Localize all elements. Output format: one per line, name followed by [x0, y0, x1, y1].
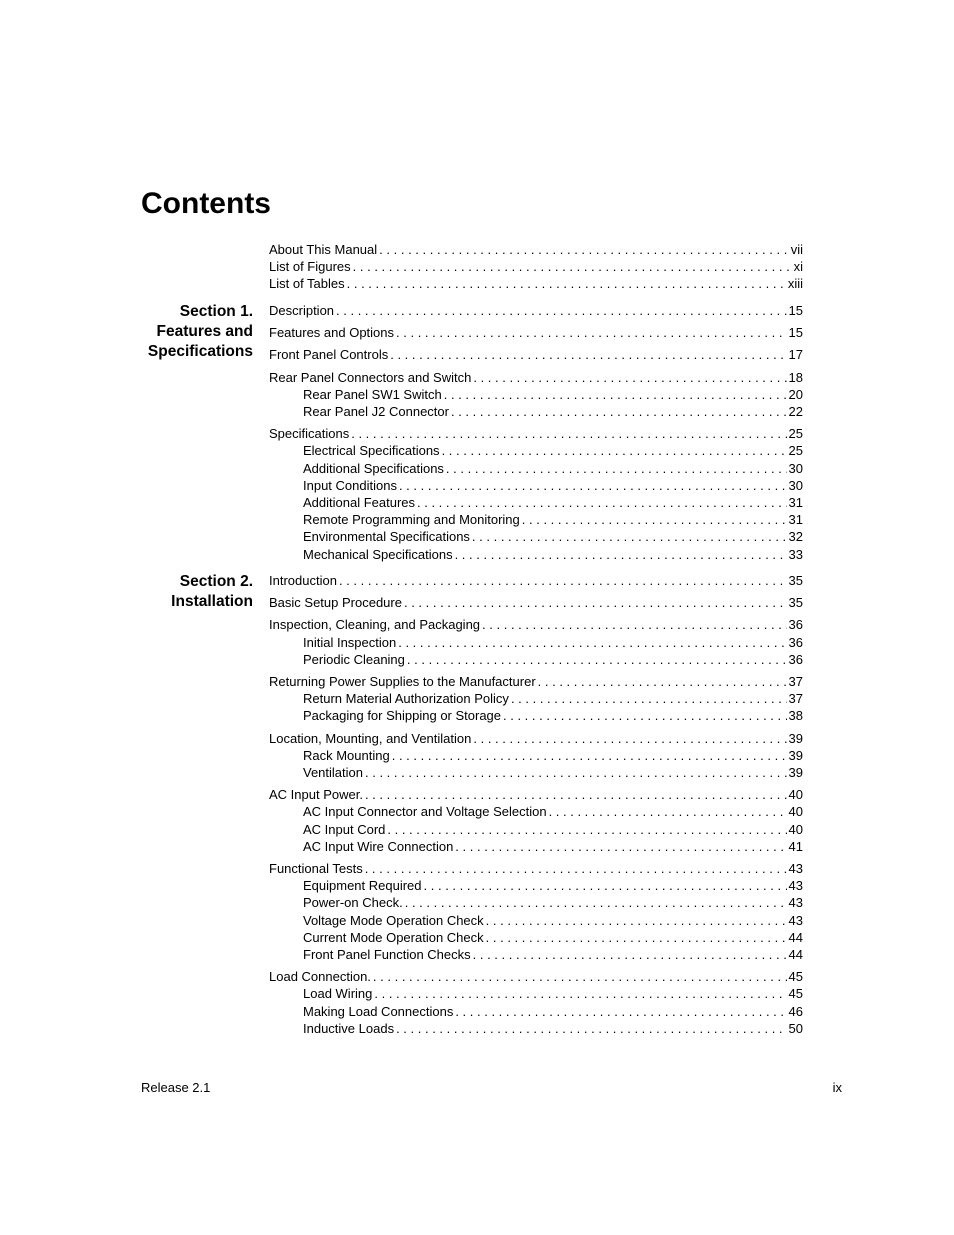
- toc-page-number: vii: [790, 242, 803, 257]
- toc-page-number: 18: [788, 369, 803, 385]
- toc-entry[interactable]: [269, 346, 803, 363]
- toc-entry-label: Functional Tests: [269, 861, 363, 877]
- dot-leader: [351, 425, 786, 442]
- release-label: Release 2.1: [141, 1080, 211, 1095]
- section-2-entries: [269, 572, 803, 1042]
- section-heading-line: Installation: [171, 593, 253, 610]
- toc-entry-label: Equipment Required: [303, 878, 422, 894]
- toc-page-number: 43: [788, 895, 803, 911]
- toc-page-number: 33: [788, 546, 803, 562]
- toc-subentry[interactable]: [269, 821, 803, 838]
- toc-subentry[interactable]: [269, 877, 803, 894]
- toc-subentry[interactable]: [269, 442, 803, 459]
- toc-entry-label: Front Panel Controls: [269, 347, 389, 363]
- dot-leader: [374, 985, 786, 1002]
- toc-page-number: xi: [793, 259, 803, 275]
- toc-entry[interactable]: [269, 616, 803, 633]
- toc-subentry[interactable]: [269, 985, 803, 1002]
- toc-subentry[interactable]: [269, 634, 803, 651]
- section-heading-line: Features and: [156, 323, 253, 340]
- toc-group: [269, 860, 803, 963]
- toc-entry[interactable]: [269, 860, 803, 877]
- toc-subentry[interactable]: [269, 511, 803, 528]
- dot-leader: [472, 528, 787, 545]
- toc-group: [269, 425, 803, 563]
- toc-page-number: 43: [788, 912, 803, 928]
- dot-leader: [339, 572, 787, 589]
- toc-entry[interactable]: [269, 786, 803, 803]
- toc-entry-label: Location, Mounting, and Ventilation: [269, 730, 472, 746]
- toc-entry-label: Electrical Specifications: [303, 443, 440, 459]
- toc-entry-label: Packaging for Shipping or Storage: [303, 708, 502, 724]
- toc-page-number: 32: [788, 529, 803, 545]
- toc-entry-label: Periodic Cleaning: [303, 651, 405, 667]
- toc-page-number: 17: [788, 347, 803, 363]
- toc-subentry[interactable]: [269, 707, 803, 724]
- toc-entry[interactable]: [269, 594, 803, 611]
- toc-entry-label: Power-on Check.: [303, 895, 403, 911]
- toc-page-number: 25: [788, 443, 803, 459]
- section-1-heading: [141, 302, 253, 362]
- toc-page-number: 44: [788, 929, 803, 945]
- toc-entry[interactable]: [269, 369, 803, 386]
- dot-leader: [353, 258, 792, 275]
- toc-page-number: 43: [788, 878, 803, 894]
- page-title: Contents: [141, 187, 271, 220]
- toc-entry-label: AC Input Wire Connection: [303, 838, 454, 854]
- toc-page-number: 40: [788, 787, 803, 803]
- toc-entry-label: Inductive Loads: [303, 1020, 395, 1036]
- toc-page-number: 20: [788, 386, 803, 402]
- section-2-heading: [141, 572, 253, 612]
- toc-entry-label: Voltage Mode Operation Check: [303, 912, 484, 928]
- toc-page-number: 36: [788, 634, 803, 650]
- toc-entry-label: List of Figures: [269, 259, 351, 275]
- front-matter-entries: [269, 241, 803, 298]
- toc-group: [269, 572, 803, 589]
- toc-subentry[interactable]: [269, 764, 803, 781]
- toc-subentry[interactable]: [269, 803, 803, 820]
- toc-page-number: 30: [788, 477, 803, 493]
- toc-entry-label: Rear Panel Connectors and Switch: [269, 369, 472, 385]
- toc-entry-label: Additional Features: [303, 495, 416, 511]
- toc-page-number: 39: [788, 730, 803, 746]
- dot-leader: [473, 946, 787, 963]
- dot-leader: [365, 860, 787, 877]
- dot-leader: [417, 494, 787, 511]
- toc-page-number: 35: [788, 595, 803, 611]
- toc-page-number: 37: [788, 674, 803, 690]
- toc-page-number: 31: [788, 512, 803, 528]
- dot-leader: [522, 511, 787, 528]
- dot-leader: [336, 302, 787, 319]
- page-number: ix: [832, 1080, 842, 1095]
- dot-leader: [473, 369, 786, 386]
- toc-page-number: 37: [788, 691, 803, 707]
- toc-entry-label: Load Wiring: [303, 986, 373, 1002]
- dot-leader: [373, 968, 787, 985]
- toc-entry[interactable]: [269, 730, 803, 747]
- toc-entry-label: Rack Mounting: [303, 747, 390, 763]
- toc-entry[interactable]: [269, 324, 803, 341]
- toc-entry-label: Specifications: [269, 426, 350, 442]
- toc-entry-label: Basic Setup Procedure: [269, 595, 402, 611]
- toc-entry-label: Remote Programming and Monitoring: [303, 512, 520, 528]
- toc-entry-label: AC Input Connector and Voltage Selection: [303, 804, 547, 820]
- toc-page-number: xiii: [787, 276, 803, 292]
- toc-subentry[interactable]: [269, 546, 803, 563]
- toc-page-number: 43: [788, 861, 803, 877]
- section-heading-line: Section 2.: [179, 573, 253, 590]
- dot-leader: [451, 403, 787, 420]
- toc-subentry[interactable]: [269, 747, 803, 764]
- toc-entry-label: Inspection, Cleaning, and Packaging: [269, 617, 481, 633]
- dot-leader: [424, 877, 787, 894]
- toc-page-number: 36: [788, 617, 803, 633]
- dot-leader: [455, 1003, 786, 1020]
- toc-entry-label: List of Tables: [269, 276, 345, 292]
- toc-subentry[interactable]: [269, 494, 803, 511]
- toc-group: [269, 786, 803, 855]
- toc-entry[interactable]: [269, 275, 803, 292]
- toc-page-number: 46: [788, 1003, 803, 1019]
- toc-entry-label: Input Conditions: [303, 477, 397, 493]
- toc-page-number: 45: [788, 986, 803, 1002]
- toc-subentry[interactable]: [269, 946, 803, 963]
- toc-page-number: 40: [788, 804, 803, 820]
- toc-entry-label: AC Input Power.: [269, 787, 363, 803]
- dot-leader: [390, 346, 786, 363]
- toc-page-number: 38: [788, 708, 803, 724]
- toc-entry-label: Front Panel Function Checks: [303, 947, 471, 963]
- dot-leader: [486, 929, 787, 946]
- toc-page-number: 15: [788, 325, 803, 341]
- toc-page-number: 50: [788, 1020, 803, 1036]
- toc-entry-label: Return Material Authorization Policy: [303, 691, 509, 707]
- dot-leader: [396, 324, 787, 341]
- toc-group: [269, 324, 803, 341]
- toc-subentry[interactable]: [269, 912, 803, 929]
- dot-leader: [398, 634, 786, 651]
- toc-subentry[interactable]: [269, 838, 803, 855]
- dot-leader: [405, 894, 787, 911]
- toc-entry-label: Making Load Connections: [303, 1003, 454, 1019]
- toc-entry-label: Description: [269, 303, 335, 318]
- toc-page-number: 39: [788, 747, 803, 763]
- toc-subentry[interactable]: [269, 894, 803, 911]
- toc-group: [269, 594, 803, 611]
- dot-leader: [486, 912, 787, 929]
- toc-subentry[interactable]: [269, 386, 803, 403]
- toc-group: [269, 241, 803, 293]
- toc-entry-label: AC Input Cord: [303, 821, 386, 837]
- toc-group: [269, 616, 803, 668]
- dot-leader: [455, 546, 787, 563]
- dot-leader: [444, 386, 787, 403]
- toc-page-number: 30: [788, 460, 803, 476]
- toc-page-number: 40: [788, 821, 803, 837]
- toc-group: [269, 369, 803, 421]
- toc-entry-label: Ventilation: [303, 765, 363, 781]
- toc-entry[interactable]: [269, 673, 803, 690]
- toc-entry[interactable]: [269, 302, 803, 319]
- toc-entry[interactable]: [269, 258, 803, 275]
- toc-entry-label: Current Mode Operation Check: [303, 929, 484, 945]
- toc-page-number: 39: [788, 765, 803, 781]
- toc-group: [269, 673, 803, 725]
- dot-leader: [455, 838, 786, 855]
- toc-entry[interactable]: [269, 241, 803, 258]
- toc-page-number: 35: [788, 573, 803, 588]
- toc-page-number: 15: [788, 303, 803, 318]
- dot-leader: [446, 460, 787, 477]
- toc-subentry[interactable]: [269, 651, 803, 668]
- toc-entry[interactable]: [269, 572, 803, 589]
- dot-leader: [549, 803, 787, 820]
- toc-page-number: 25: [788, 426, 803, 442]
- dot-leader: [399, 477, 787, 494]
- dot-leader: [387, 821, 786, 838]
- section-heading-line: Section 1.: [179, 303, 253, 320]
- dot-leader: [442, 442, 787, 459]
- toc-entry-label: Rear Panel J2 Connector: [303, 404, 449, 420]
- toc-subentry[interactable]: [269, 403, 803, 420]
- dot-leader: [503, 707, 787, 724]
- dot-leader: [396, 1020, 786, 1037]
- dot-leader: [365, 764, 787, 781]
- toc-entry-label: Load Connection.: [269, 969, 371, 985]
- toc-entry-label: Features and Options: [269, 325, 395, 341]
- dot-leader: [365, 786, 787, 803]
- toc-page-number: 44: [788, 947, 803, 963]
- toc-page-number: 45: [788, 969, 803, 985]
- toc-entry-label: Introduction: [269, 573, 337, 588]
- toc-subentry[interactable]: [269, 528, 803, 545]
- toc-subentry[interactable]: [269, 1003, 803, 1020]
- dot-leader: [392, 747, 787, 764]
- toc-entry[interactable]: [269, 968, 803, 985]
- dot-leader: [538, 673, 787, 690]
- dot-leader: [473, 730, 786, 747]
- toc-group: [269, 302, 803, 319]
- section-heading-line: Specifications: [147, 343, 253, 360]
- toc-page-number: 36: [788, 651, 803, 667]
- dot-leader: [511, 690, 787, 707]
- toc-entry-label: Returning Power Supplies to the Manufacturer: [269, 674, 536, 690]
- section-1-entries: [269, 302, 803, 568]
- dot-leader: [482, 616, 786, 633]
- dot-leader: [407, 651, 787, 668]
- toc-subentry[interactable]: [269, 929, 803, 946]
- toc-entry[interactable]: [269, 425, 803, 442]
- toc-entry-label: Mechanical Specifications: [303, 546, 453, 562]
- toc-subentry[interactable]: [269, 690, 803, 707]
- toc-group: [269, 730, 803, 782]
- dot-leader: [404, 594, 787, 611]
- toc-subentry[interactable]: [269, 1020, 803, 1037]
- toc-entry-label: Initial Inspection: [303, 634, 397, 650]
- toc-subentry[interactable]: [269, 460, 803, 477]
- dot-leader: [347, 275, 786, 292]
- toc-entry-label: Environmental Specifications: [303, 529, 470, 545]
- toc-page-number: 22: [788, 404, 803, 420]
- toc-group: [269, 968, 803, 1037]
- toc-subentry[interactable]: [269, 477, 803, 494]
- toc-entry-label: Rear Panel SW1 Switch: [303, 386, 442, 402]
- toc-entry-label: Additional Specifications: [303, 460, 444, 476]
- toc-page-number: 31: [788, 495, 803, 511]
- toc-page-number: 41: [788, 838, 803, 854]
- toc-group: [269, 346, 803, 363]
- dot-leader: [379, 241, 789, 258]
- toc-entry-label: About This Manual: [269, 242, 378, 257]
